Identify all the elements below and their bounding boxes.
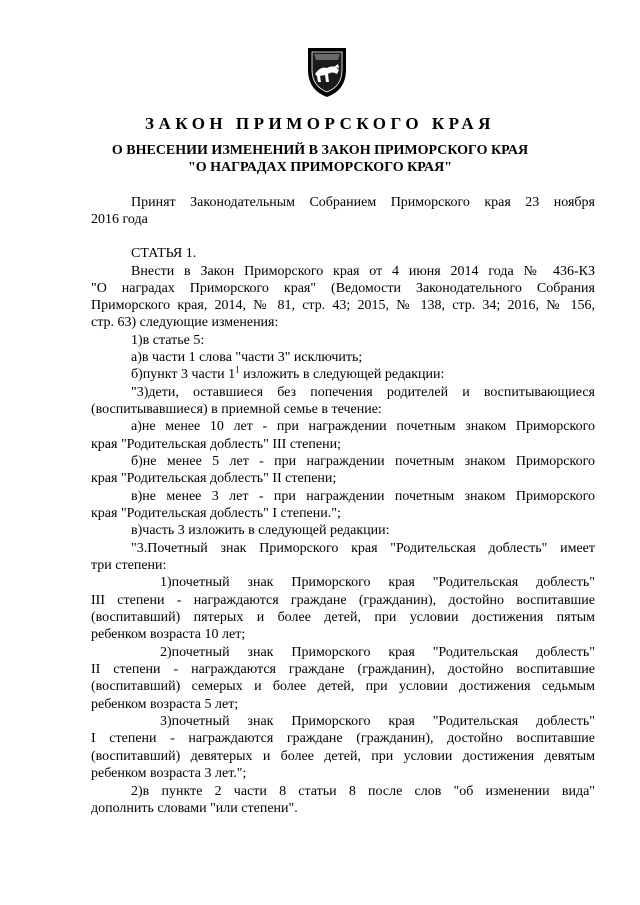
body-line: "3)дети, оставшиеся без попечения родителей и воспитывающиеся — [131, 385, 595, 400]
adoption-note: Принят Законодательным Собранием Приморского края 23 ноября — [131, 195, 595, 210]
body-line: 2)в пункте 2 части 8 статьи 8 после слов "об изменении вида" — [131, 784, 595, 799]
body-line: Внести в Закон Приморского края от 4 июня 2014 года № 436-КЗ — [131, 264, 595, 279]
body-line: ребенком возраста 10 лет; — [91, 627, 246, 642]
body-line: края "Родительская доблесть" II степени; — [91, 471, 337, 486]
body-line: края "Родительская доблесть" III степени; — [91, 437, 341, 452]
subtitle-line: О ВНЕСЕНИИ ИЗМЕНЕНИЙ В ЗАКОН ПРИМОРСКОГО КРАЯ — [111, 143, 529, 158]
coat-of-arms-emblem — [302, 40, 352, 100]
body-line: II степени - награждаются граждане (гражданин), достойно воспитавшие — [91, 662, 595, 677]
body-line: 2)почетный знак Приморского края "Родительская доблесть" — [160, 645, 595, 660]
subtitle-line: "О НАГРАДАХ ПРИМОРСКОГО КРАЯ" — [187, 160, 453, 175]
body-line: (воспитавший) девятерых и более детей, при условии достижения девятым — [91, 749, 595, 764]
article-heading: СТАТЬЯ 1. — [131, 246, 197, 261]
body-line: 1)почетный знак Приморского края "Родительская доблесть" — [160, 575, 595, 590]
body-line: б)не менее 5 лет - при награждении почетным знаком Приморского — [131, 454, 595, 469]
law-title: ЗАКОН ПРИМОРСКОГО КРАЯ — [145, 114, 495, 133]
body-line: а)не менее 10 лет - при награждении почетным знаком Приморского — [131, 419, 595, 434]
body-line: в)не менее 3 лет - при награждении почетным знаком Приморского — [131, 489, 595, 504]
body-line: 3)почетный знак Приморского края "Родительская доблесть" — [160, 714, 595, 729]
body-line: ребенком возраста 5 лет; — [91, 697, 239, 712]
body-line: края "Родительская доблесть" I степени."; — [91, 506, 341, 521]
body-line: в)часть 3 изложить в следующей редакции: — [131, 523, 390, 538]
body-line: "О наградах Приморского края" (Ведомости Законодательного Собрания — [91, 281, 595, 296]
body-line: (воспитывавшиеся) в приемной семье в течение: — [91, 402, 382, 417]
body-line: (воспитавший) семерых и более детей, при условии достижения седьмым — [91, 679, 595, 694]
body-line: а)в части 1 слова "части 3" исключить; — [131, 350, 363, 365]
law-subtitle — [0, 142, 640, 176]
body-line: три степени: — [91, 558, 167, 573]
body-line: I степени - награждаются граждане (гражданин), достойно воспитавшие — [91, 731, 595, 746]
body-line: 1)в статье 5: — [131, 333, 205, 348]
body-line: б)пункт 3 части $1^1$ изложить в следующей редакции: — [131, 364, 445, 382]
body-line: Приморского края, 2014, № 81, стр. 43; 2015, № 138, стр. 34; 2016, № 156, — [91, 298, 595, 313]
body-line: "3.Почетный знак Приморского края "Родительская доблесть" имеет — [131, 541, 595, 556]
adoption-note: 2016 года — [91, 212, 148, 227]
body-line: стр. 63) следующие изменения: — [91, 315, 279, 330]
body-line: III степени - награждаются граждане (гражданин), достойно воспитавшие — [91, 593, 595, 608]
body-line: дополнить словами "или степени". — [91, 801, 298, 816]
body-line: ребенком возраста 3 лет."; — [91, 766, 247, 781]
body-line: (воспитавший) пятерых и более детей, при условии достижения пятым — [91, 610, 595, 625]
